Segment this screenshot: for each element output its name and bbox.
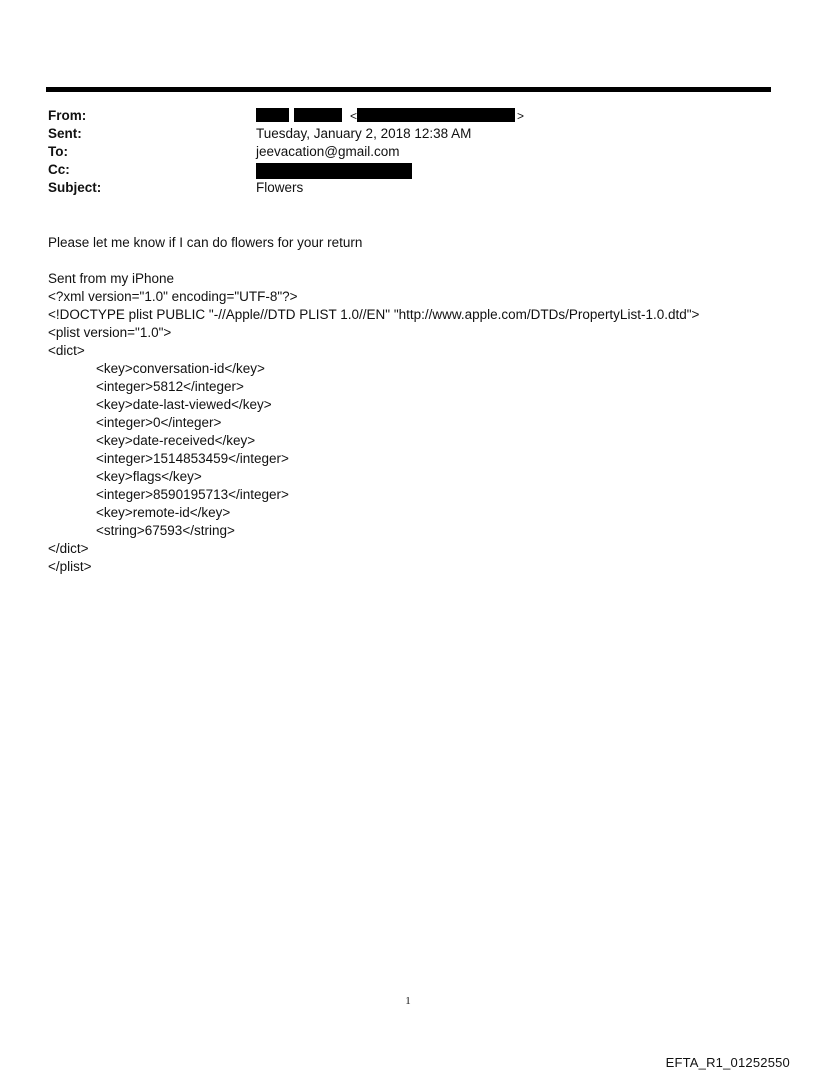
from-close-bracket: > bbox=[517, 109, 525, 123]
sent-label: Sent: bbox=[48, 126, 82, 141]
cc-row bbox=[48, 161, 748, 179]
redaction-block bbox=[357, 108, 515, 122]
plist-line: <integer>8590195713</integer> bbox=[96, 487, 289, 502]
plist-line: </plist> bbox=[48, 559, 92, 574]
blank-line bbox=[48, 252, 768, 270]
plist-line: <?xml version="1.0" encoding="UTF-8"?> bbox=[48, 289, 298, 304]
to-value: jeevacation@gmail.com bbox=[256, 144, 400, 159]
redaction-block bbox=[294, 108, 342, 122]
page-number: 1 bbox=[405, 995, 411, 1007]
plist-line: <plist version="1.0"> bbox=[48, 325, 172, 340]
plist-line: <key>date-last-viewed</key> bbox=[96, 397, 272, 412]
from-label: From: bbox=[48, 108, 87, 123]
to-label: To: bbox=[48, 144, 68, 159]
sent-value: Tuesday, January 2, 2018 12:38 AM bbox=[256, 126, 472, 141]
from-row bbox=[48, 107, 748, 125]
header-divider bbox=[46, 87, 771, 92]
subject-value: Flowers bbox=[256, 180, 304, 195]
bates-stamp: EFTA_R1_01252550 bbox=[665, 1055, 790, 1070]
from-open-bracket: < bbox=[350, 109, 358, 123]
cc-label: Cc: bbox=[48, 162, 70, 177]
plist-line: <string>67593</string> bbox=[96, 523, 235, 538]
plist-line: <integer>5812</integer> bbox=[96, 379, 244, 394]
message-text: Please let me know if I can do flowers for your return bbox=[48, 235, 363, 250]
plist-line: <key>flags</key> bbox=[96, 469, 202, 484]
plist-line: <key>date-received</key> bbox=[96, 433, 256, 448]
plist-line: <dict> bbox=[48, 343, 85, 358]
plist-line: <key>remote-id</key> bbox=[96, 505, 231, 520]
subject-row bbox=[48, 179, 748, 197]
plist-line: </dict> bbox=[48, 541, 89, 556]
to-row bbox=[48, 143, 748, 161]
plist-line: <!DOCTYPE plist PUBLIC "-//Apple//DTD PLIST 1.0//EN" "http://www.apple.com/DTDs/PropertyList-1.0.dtd"> bbox=[48, 307, 700, 322]
subject-label: Subject: bbox=[48, 180, 102, 195]
plist-line: <integer>0</integer> bbox=[96, 415, 222, 430]
signature-text: Sent from my iPhone bbox=[48, 271, 175, 286]
from-value bbox=[256, 107, 524, 125]
redaction-block bbox=[256, 163, 412, 179]
redaction-block bbox=[256, 108, 289, 122]
plist-line: <integer>1514853459</integer> bbox=[96, 451, 289, 466]
plist-line: <key>conversation-id</key> bbox=[96, 361, 265, 376]
email-body bbox=[48, 234, 768, 576]
email-header bbox=[48, 107, 748, 197]
sent-row bbox=[48, 125, 748, 143]
